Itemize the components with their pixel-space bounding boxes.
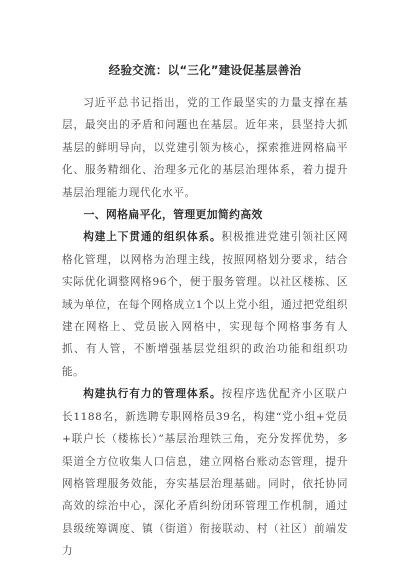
paragraph-lead: 构建执行有力的管理体系。	[83, 388, 222, 401]
document-title: 经验交流：以“三化”建设促基层善治	[108, 63, 302, 77]
section-heading: 一、网格扁平化，管理更加简约高效	[83, 208, 263, 222]
paragraph-lead: 构建上下贯通的组织体系。	[83, 231, 222, 244]
intro-paragraph: 习近平总书记指出，党的工作最坚实的力量支撑在基层，最突出的矛盾和问题也在基层。近年来，县坚持大抓基层的鲜明导向，以党建引领为核心，探索推进网格扁平化、服务精细化、治理多元化的基层治理体系，着力提升基层治理能力现代化水平。	[62, 97, 348, 199]
paragraph-management-system	[62, 383, 348, 562]
paragraph-organization-system	[62, 226, 348, 383]
paragraph-body: 按程序选优配齐小区联户长1188名，新选聘专职网格员39名，构建“党小组+党员+联户长（楼栋长）”基层治理铁三角，充分发挥优势，多渠道全方位收集人口信息，建立网格台账动态管理，提升网格管理服务效能，夯实基层治理基础。同时，依托协同高效的综治中心，深化矛盾纠纷闭环管理工作机制，通过县级统筹调度、镇（街道）衔接联动、村（社区）前端发力	[62, 388, 348, 558]
paragraph-body: 积极推进党建引领社区网格化管理，以网格为治理主线，按照网格划分要求，结合实际优化调整网格96个，便于服务管理。以社区楼栋、区域为单位，在每个网格成立1个以上党小组，通过把党组织建在网格上、党员嵌入网格中，实现每个网格事务有人抓、有人管，不断增强基层党组织的政治功能和组织功能。	[62, 231, 348, 378]
